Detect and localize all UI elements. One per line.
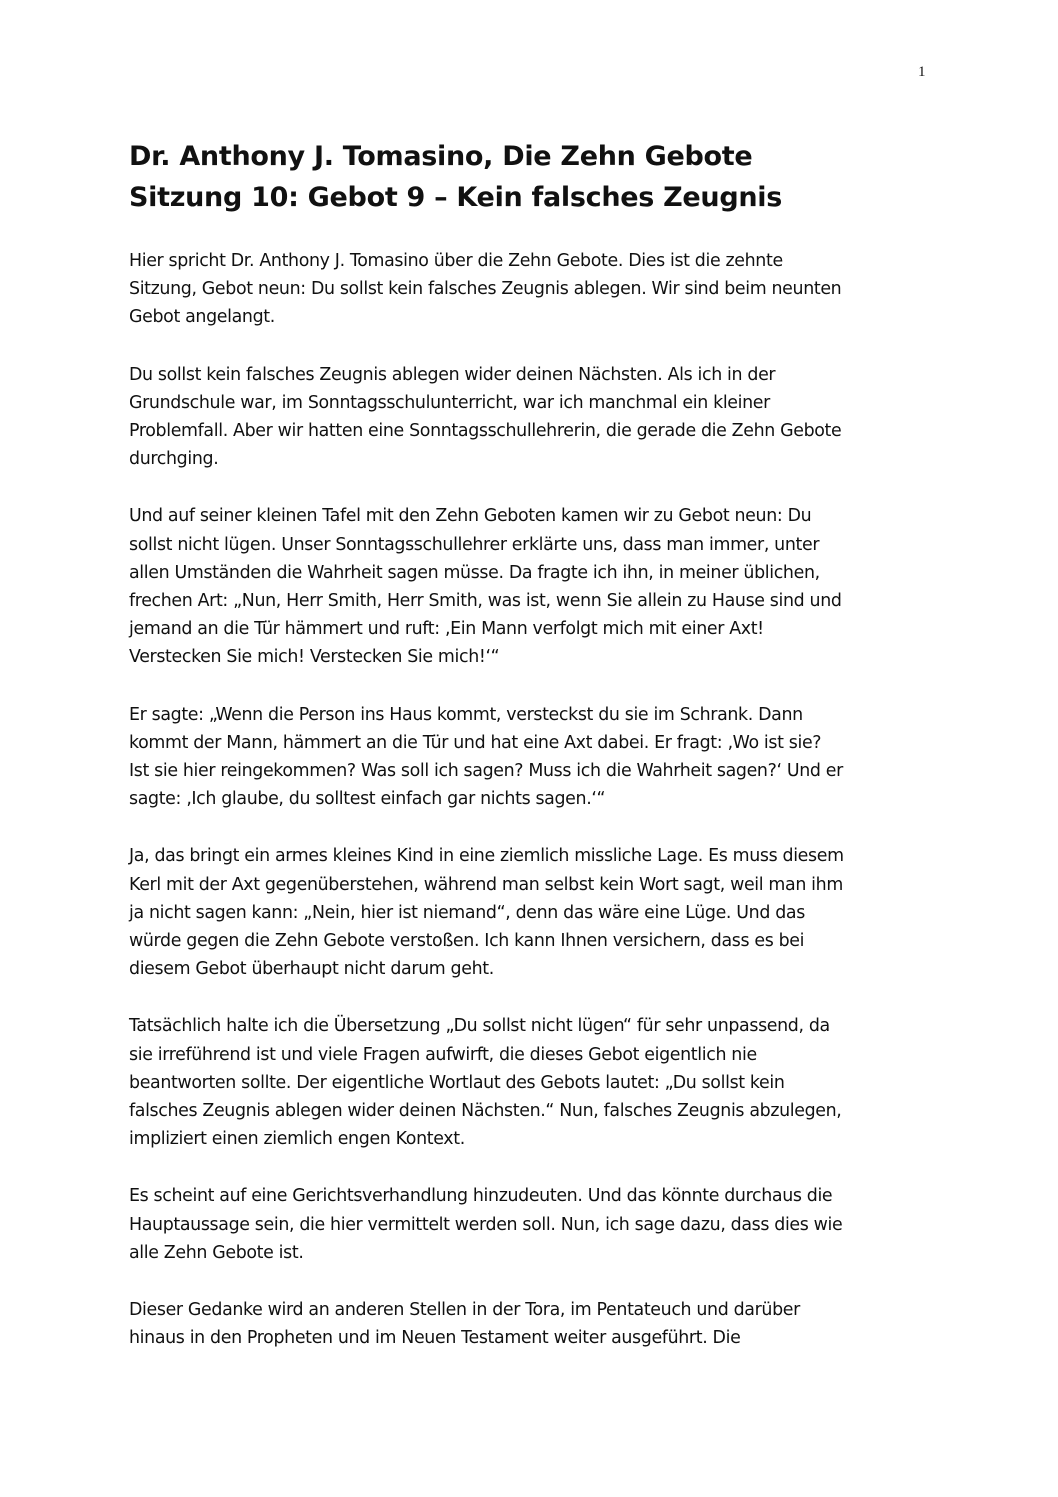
document-title xyxy=(129,136,929,218)
page-number: 1 xyxy=(918,64,926,80)
paragraph-line: ja nicht sagen kann: „Nein, hier ist niemand“, denn das wäre eine Lüge. Und das xyxy=(129,902,805,923)
paragraph-line: Grundschule war, im Sonntagsschulunterricht, war ich manchmal ein kleiner xyxy=(129,392,770,413)
paragraph xyxy=(129,361,929,474)
paragraph-line: beantworten sollte. Der eigentliche Wortlaut des Gebots lautet: „Du sollst kein xyxy=(129,1072,785,1093)
document-body xyxy=(129,247,929,1382)
paragraph-line: Und auf seiner kleinen Tafel mit den Zehn Geboten kamen wir zu Gebot neun: Du xyxy=(129,506,812,527)
paragraph-line: Gebot angelangt. xyxy=(129,307,275,328)
paragraph-line: hinaus in den Propheten und im Neuen Testament weiter ausgeführt. Die xyxy=(129,1328,741,1349)
paragraph-line: Hauptaussage sein, die hier vermittelt werden soll. Nun, ich sage dazu, dass dies wie xyxy=(129,1214,843,1235)
paragraph-line: sagte: ‚Ich glaube, du solltest einfach gar nichts sagen.‘“ xyxy=(129,789,606,810)
paragraph xyxy=(129,701,929,814)
paragraph-line: jemand an die Tür hämmert und ruft: ‚Ein Mann verfolgt mich mit einer Axt! xyxy=(129,619,764,640)
paragraph xyxy=(129,842,929,983)
paragraph-line: Dieser Gedanke wird an anderen Stellen in der Tora, im Pentateuch und darüber xyxy=(129,1300,800,1321)
paragraph-line: Du sollst kein falsches Zeugnis ablegen wider deinen Nächsten. Als ich in der xyxy=(129,364,776,385)
paragraph-line: diesem Gebot überhaupt nicht darum geht. xyxy=(129,959,494,980)
paragraph-line: Tatsächlich halte ich die Übersetzung „Du sollst nicht lügen“ für sehr unpassend, da xyxy=(129,1016,830,1037)
paragraph-line: sie irreführend ist und viele Fragen aufwirft, die dieses Gebot eigentlich nie xyxy=(129,1044,757,1065)
paragraph-line: sollst nicht lügen. Unser Sonntagsschullehrer erklärte uns, dass man immer, unter xyxy=(129,534,820,555)
paragraph-line: kommt der Mann, hämmert an die Tür und hat eine Axt dabei. Er fragt: ‚Wo ist sie? xyxy=(129,732,822,753)
paragraph-line: impliziert einen ziemlich engen Kontext. xyxy=(129,1129,465,1150)
paragraph-line: allen Umständen die Wahrheit sagen müsse. Da fragte ich ihn, in meiner üblichen, xyxy=(129,562,820,583)
paragraph-line: würde gegen die Zehn Gebote verstoßen. Ich kann Ihnen versichern, dass es bei xyxy=(129,931,805,952)
paragraph-line: alle Zehn Gebote ist. xyxy=(129,1242,304,1263)
paragraph xyxy=(129,247,929,332)
paragraph-line: Problemfall. Aber wir hatten eine Sonntagsschullehrerin, die gerade die Zehn Gebote xyxy=(129,421,842,442)
paragraph-line: Ist sie hier reingekommen? Was soll ich sagen? Muss ich die Wahrheit sagen?‘ Und er xyxy=(129,761,843,782)
paragraph xyxy=(129,1182,929,1267)
paragraph xyxy=(129,1296,929,1352)
paragraph-line: frechen Art: „Nun, Herr Smith, Herr Smith, was ist, wenn Sie allein zu Hause sind und xyxy=(129,591,842,612)
title-line-2: Sitzung 10: Gebot 9 – Kein falsches Zeugnis xyxy=(129,182,783,213)
paragraph xyxy=(129,1012,929,1153)
paragraph-line: durchging. xyxy=(129,449,219,470)
paragraph-line: Es scheint auf eine Gerichtsverhandlung hinzudeuten. Und das könnte durchaus die xyxy=(129,1186,833,1207)
title-line-1: Dr. Anthony J. Tomasino, Die Zehn Gebote xyxy=(129,141,753,172)
paragraph-line: Hier spricht Dr. Anthony J. Tomasino über die Zehn Gebote. Dies ist die zehnte xyxy=(129,251,783,271)
paragraph-line: Er sagte: „Wenn die Person ins Haus kommt, versteckst du sie im Schrank. Dann xyxy=(129,704,803,725)
paragraph-line: Verstecken Sie mich! Verstecken Sie mich!‘“ xyxy=(129,647,500,668)
paragraph xyxy=(129,502,929,671)
paragraph-line: Kerl mit der Axt gegenüberstehen, während man selbst kein Wort sagt, weil man ihm xyxy=(129,874,843,895)
paragraph-line: Ja, das bringt ein armes kleines Kind in eine ziemlich missliche Lage. Es muss diesem xyxy=(129,846,844,867)
paragraph-line: falsches Zeugnis ablegen wider deinen Nächsten.“ Nun, falsches Zeugnis abzulegen, xyxy=(129,1101,842,1122)
paragraph-line: Sitzung, Gebot neun: Du sollst kein falsches Zeugnis ablegen. Wir sind beim neunten xyxy=(129,279,842,300)
